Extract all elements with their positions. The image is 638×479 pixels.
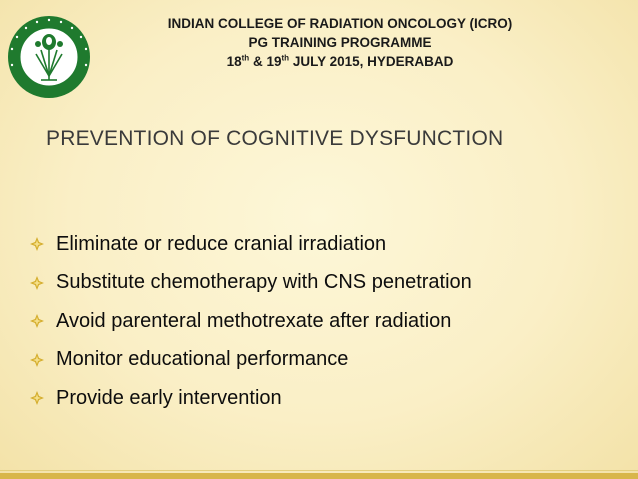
header-line-2: PG TRAINING PROGRAMME xyxy=(248,35,432,50)
list-item xyxy=(30,379,472,418)
list-item xyxy=(30,225,472,264)
four-pointed-star-icon xyxy=(30,391,44,405)
icro-logo-icon xyxy=(6,14,92,100)
date-suffix-1: th xyxy=(241,53,250,63)
header-line-1: INDIAN COLLEGE OF RADIATION ONCOLOGY (ICRO) xyxy=(167,16,513,31)
date-rest: JULY 2015, HYDERABAD xyxy=(289,54,454,69)
date-day-1: 18 xyxy=(226,54,242,69)
bullet-text: Substitute chemotherapy with CNS penetration xyxy=(56,271,472,294)
four-pointed-star-icon xyxy=(30,353,44,367)
bullet-list xyxy=(30,225,472,418)
date-amp: & xyxy=(249,54,267,69)
bullet-text: Avoid parenteral methotrexate after radiation xyxy=(56,309,452,332)
bullet-text: Provide early intervention xyxy=(56,386,282,409)
list-item xyxy=(30,302,472,341)
date-suffix-2: th xyxy=(281,53,290,63)
four-pointed-star-icon xyxy=(30,314,44,328)
footer-divider xyxy=(0,470,638,471)
header xyxy=(110,14,570,71)
bullet-text: Eliminate or reduce cranial irradiation xyxy=(56,232,387,255)
header-line-3 xyxy=(110,52,570,71)
slide-title: PREVENTION OF COGNITIVE DYSFUNCTION xyxy=(46,127,504,150)
list-item xyxy=(30,341,472,380)
four-pointed-star-icon xyxy=(30,276,44,290)
list-item xyxy=(30,264,472,303)
four-pointed-star-icon xyxy=(30,237,44,251)
date-day-2: 19 xyxy=(266,54,282,69)
bullet-text: Monitor educational performance xyxy=(56,348,349,371)
footer-accent-bar xyxy=(0,473,638,479)
